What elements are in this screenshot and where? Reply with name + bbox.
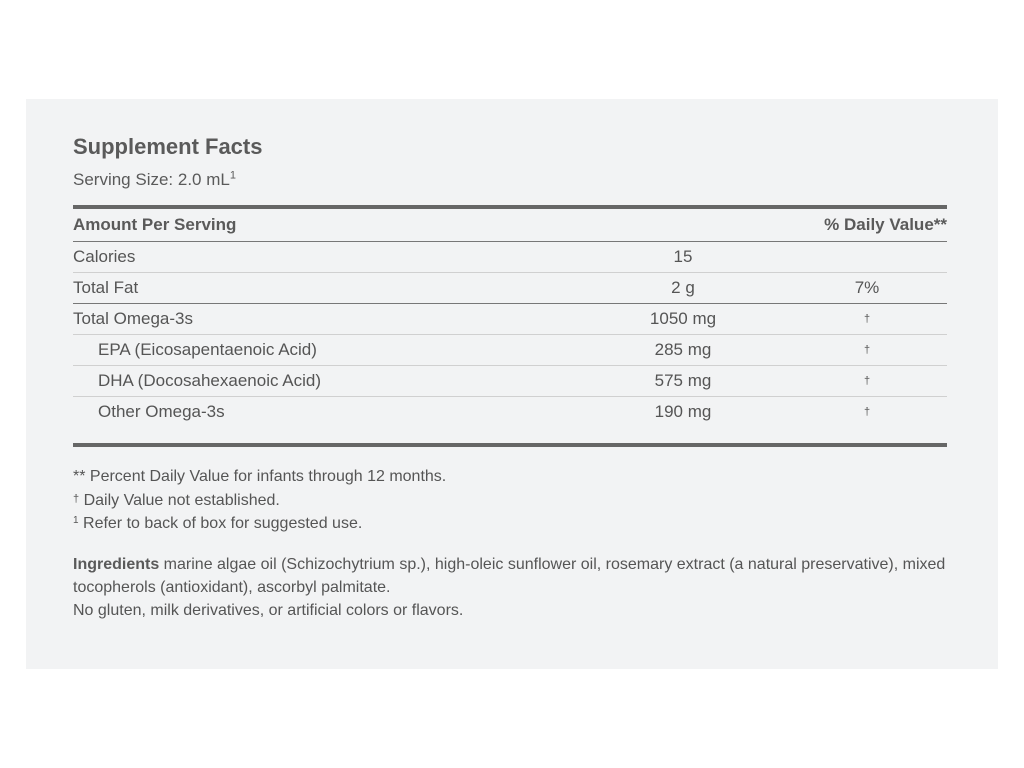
row-name: Other Omega-3s <box>98 402 225 421</box>
footnote-mark-1: 1 <box>73 515 79 526</box>
allergen-note: No gluten, milk derivatives, or artificial colors or flavors. <box>73 602 464 619</box>
header-amount-per-serving: Amount Per Serving <box>73 215 237 234</box>
row-name: Calories <box>73 247 136 266</box>
footnotes <box>73 465 947 535</box>
row-name: EPA (Eicosapentaenoic Acid) <box>98 340 317 359</box>
table-row <box>73 335 947 366</box>
ingredients-list: marine algae oil (Schizochytrium sp.), high-oleic sunflower oil, rosemary extract (a natural preservative), mixed tocopherols (antioxidant), ascorbyl palmitate. <box>73 556 946 596</box>
footnote-not-established-text: Daily Value not established. <box>79 492 280 509</box>
row-amount: 2 g <box>671 278 695 297</box>
footnote-not-established <box>73 488 947 512</box>
footnote-suggested-use <box>73 512 947 535</box>
ingredients-section <box>73 553 947 622</box>
supplement-facts-content <box>73 133 947 622</box>
ingredients-label: Ingredients <box>73 556 160 573</box>
row-name: Total Fat <box>73 278 139 297</box>
row-dv: † <box>863 375 871 387</box>
row-amount: 1050 mg <box>649 309 717 328</box>
footnote-suggested-use-text: Refer to back of box for suggested use. <box>78 515 363 532</box>
serving-size-label: Serving Size: 2.0 mL <box>73 170 230 189</box>
table-row <box>73 366 947 397</box>
row-name: Total Omega-3s <box>73 309 193 328</box>
table-row <box>73 242 947 273</box>
table-row <box>73 397 947 427</box>
row-name: DHA (Docosahexaenoic Acid) <box>98 371 322 390</box>
row-amount: 15 <box>673 247 693 266</box>
nutrition-table <box>73 205 947 447</box>
header-daily-value: % Daily Value** <box>824 215 947 234</box>
serving-size-footnote-mark: 1 <box>229 169 236 182</box>
ingredients-text <box>73 553 947 599</box>
table-header-row <box>73 209 947 242</box>
row-dv: † <box>863 344 871 356</box>
row-dv: † <box>863 313 871 325</box>
supplement-facts-panel <box>26 99 998 669</box>
serving-size <box>73 169 947 191</box>
row-dv: 7% <box>854 278 880 297</box>
row-amount: 190 mg <box>654 402 712 421</box>
row-amount: 575 mg <box>654 371 712 390</box>
dagger-mark: † <box>73 493 80 505</box>
row-dv: † <box>863 406 871 418</box>
table-row <box>73 273 947 304</box>
row-amount: 285 mg <box>654 340 712 359</box>
facts-title: Supplement Facts <box>73 134 263 159</box>
table-row <box>73 304 947 335</box>
footnote-daily-value-infants: ** Percent Daily Value for infants through 12 months. <box>73 468 447 485</box>
